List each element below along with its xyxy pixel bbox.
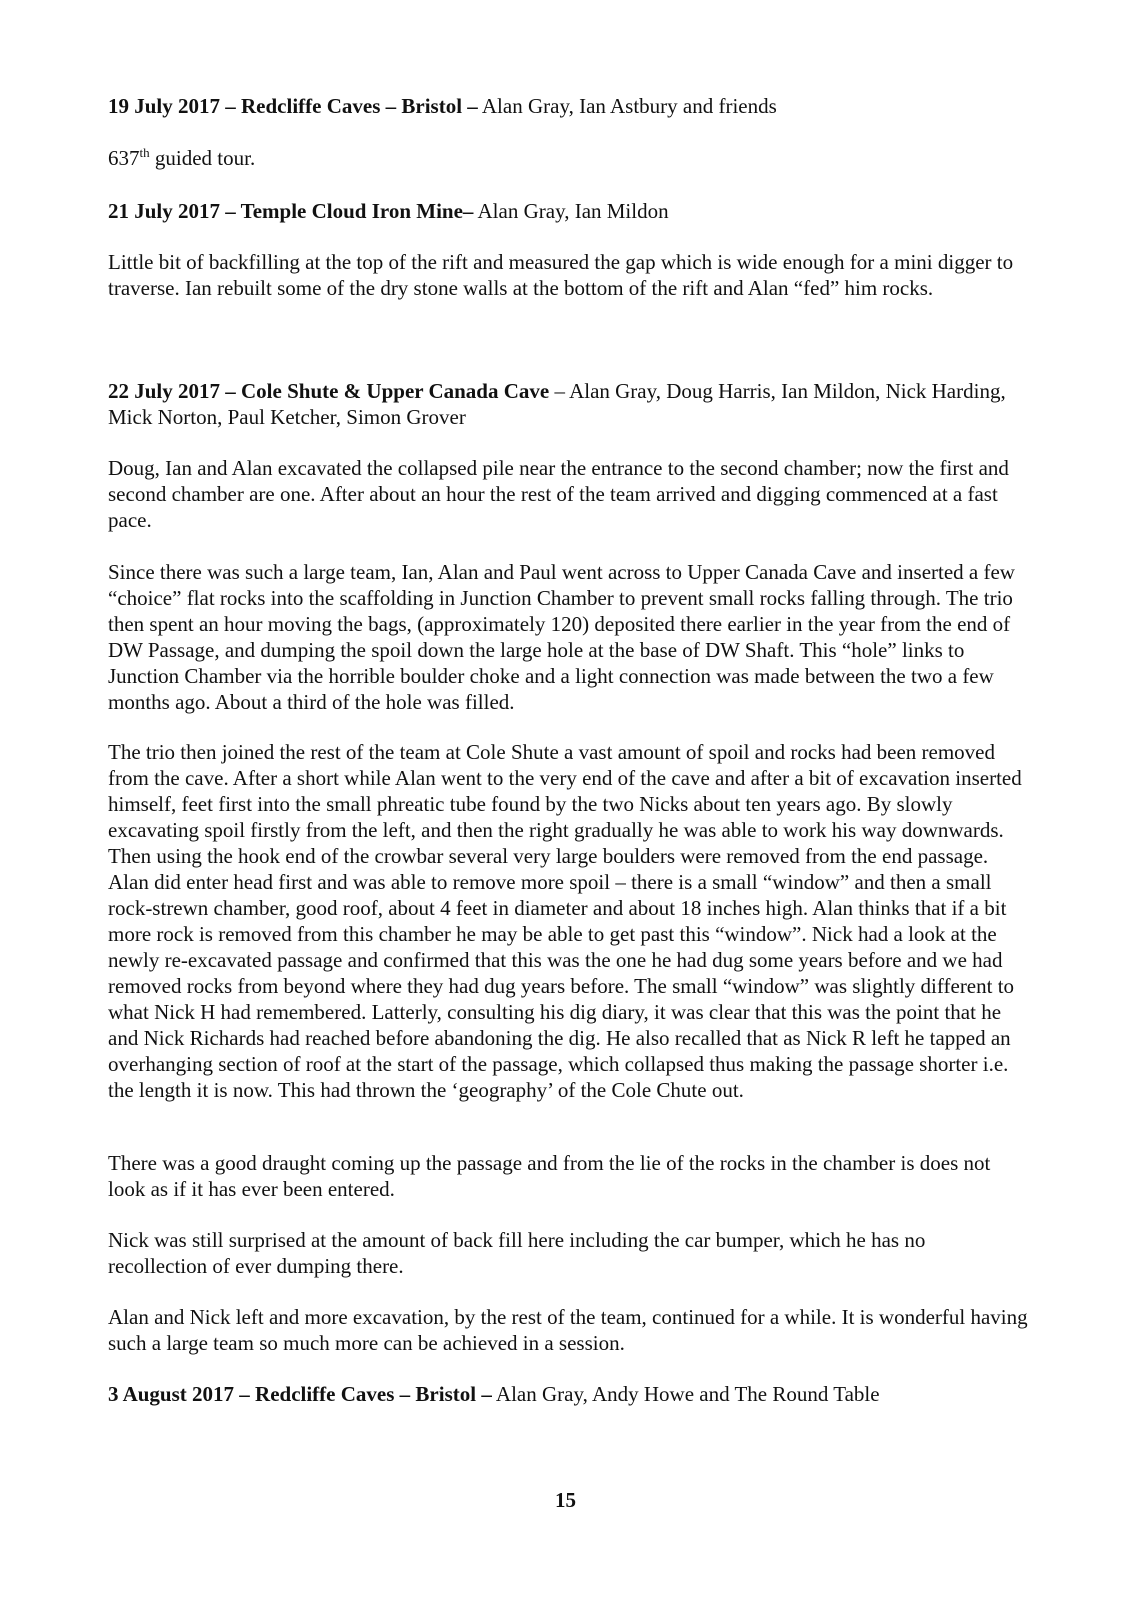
body-paragraph: Doug, Ian and Alan excavated the collapsed pile near the entrance to the second chamber; now the first and second chamber are one. After about an hour the rest of the team arrived and digging commenced at a fast pace.	[108, 456, 1009, 532]
entry-date-location: 3 August 2017 – Redcliffe Caves – Bristol –	[108, 1382, 492, 1406]
tour-text: guided tour.	[149, 146, 256, 170]
page-number: 15	[555, 1488, 576, 1512]
entry-participants: Alan Gray, Ian Astbury and friends	[477, 94, 777, 118]
entry-participants: Alan Gray, Ian Mildon	[473, 199, 669, 223]
tour-number: 637	[108, 146, 140, 170]
tour-ordinal-suffix: th	[139, 145, 150, 160]
entry-participants: Alan Gray, Andy Howe and The Round Table	[491, 1382, 880, 1406]
body-paragraph: The trio then joined the rest of the team at Cole Shute a vast amount of spoil and rocks had been removed from the cave. After a short while Alan went to the very end of the cave and after a bit of excavation inserted himself, feet first into the small phreatic tube found by the two Nicks about ten years ago. By slowly excavating spoil firstly from the left, and then the right gradually he was able to work his way downwards. Then using the hook end of the crowbar several very large boulders were removed from the end passage. Alan did enter head first and was able to remove more spoil – there is a small “window” and then a small rock-strewn chamber, good roof, about 4 feet in diameter and about 18 inches high. Alan thinks that if a bit more rock is removed from this chamber he may be able to get past this “window”. Nick had a look at the newly re-excavated passage and confirmed that this was the one he had dug some years before and we had removed rocks from beyond where they had dug years before. The small “window” was slightly different to what Nick H had remembered. Latterly, consulting his dig diary, it was clear that this was the point that he and Nick Richards had reached before abandoning the dig. He also recalled that as Nick R left he tapped an overhanging section of roof at the start of the passage, which collapsed thus making the passage shorter i.e. the length it is now. This had thrown the ‘geography’ of the Cole Chute out.	[108, 740, 1022, 1102]
tour-note	[108, 145, 255, 171]
entry-date-location: 19 July 2017 – Redcliffe Caves – Bristol –	[108, 94, 478, 118]
entry-body	[108, 455, 1028, 533]
entry-date-location: 22 July 2017 – Cole Shute & Upper Canada Cave	[108, 379, 550, 403]
entry-body	[108, 739, 1028, 1103]
entry-heading	[108, 198, 1028, 224]
body-paragraph: Nick was still surprised at the amount of back fill here including the car bumper, which he has no recollection of ever dumping there.	[108, 1228, 926, 1278]
entry-body	[108, 1304, 1028, 1356]
body-paragraph: Little bit of backfilling at the top of the rift and measured the gap which is wide enough for a mini digger to traverse. Ian rebuilt some of the dry stone walls at the bottom of the rift and Alan “fed” him rocks.	[108, 250, 1014, 300]
entry-heading	[108, 1381, 1028, 1407]
entry-date-location: 21 July 2017 – Temple Cloud Iron Mine–	[108, 199, 474, 223]
entry-body	[108, 249, 1028, 301]
entry-body	[108, 1227, 1028, 1279]
body-paragraph: Since there was such a large team, Ian, Alan and Paul went across to Upper Canada Cave and inserted a few “choice” flat rocks into the scaffolding in Junction Chamber to prevent small rocks falling through. The trio then spent an hour moving the bags, (approximately 120) deposited there earlier in the year from the end of DW Passage, and dumping the spoil down the large hole at the base of DW Shaft. This “hole” links to Junction Chamber via the horrible boulder choke and a light connection was made between the two a few months ago. About a third of the hole was filled.	[108, 560, 1015, 714]
entry-heading	[108, 93, 1028, 119]
entry-body	[108, 1150, 1028, 1202]
body-paragraph: Alan and Nick left and more excavation, by the rest of the team, continued for a while. It is wonderful having such a large team so much more can be achieved in a session.	[108, 1305, 1028, 1355]
entry-participants: – Alan Gray, Doug Harris, Ian Mildon, Nick Harding, Mick Norton, Paul Ketcher, Simon Grover	[108, 379, 1006, 429]
body-paragraph: There was a good draught coming up the passage and from the lie of the rocks in the chamber is does not look as if it has ever been entered.	[108, 1151, 991, 1201]
entry-body	[108, 559, 1028, 715]
entry-heading	[108, 378, 1028, 430]
